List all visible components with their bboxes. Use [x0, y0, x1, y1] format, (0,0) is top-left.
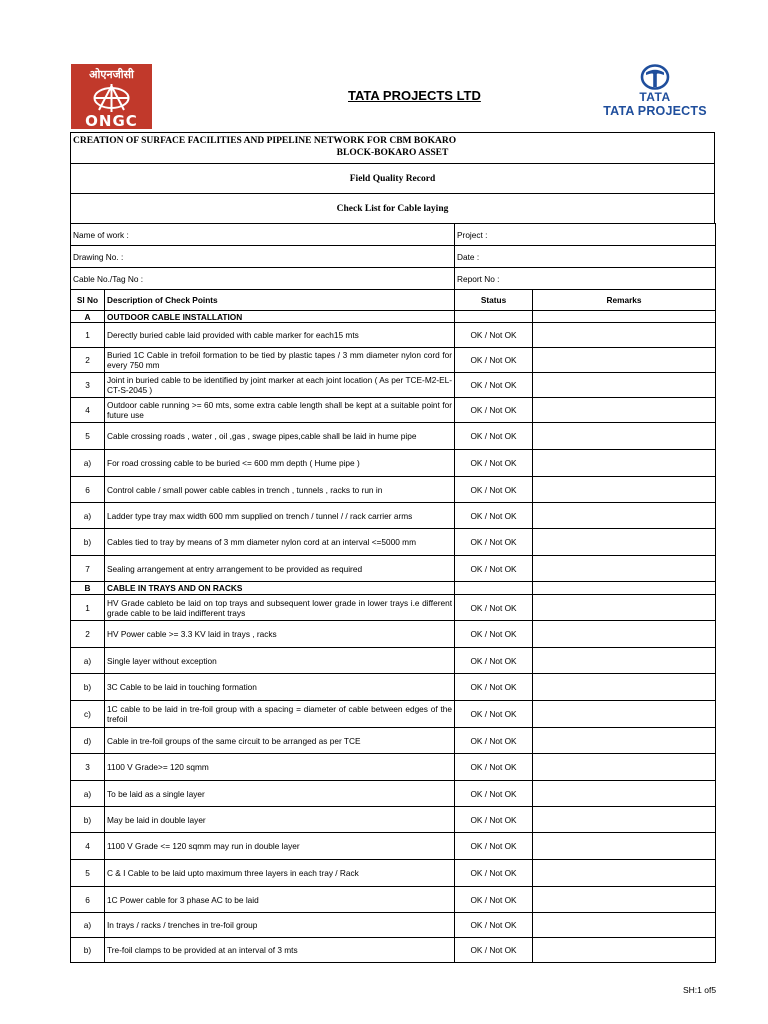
- tata-emblem-icon: [640, 64, 670, 90]
- checklist-row: [71, 807, 716, 833]
- row-sl-no: 5: [71, 860, 105, 887]
- checklist-title: Check List for Cable laying: [70, 193, 715, 223]
- row-description: 1C Power cable for 3 phase AC to be laid: [105, 887, 455, 913]
- row-status[interactable]: OK / Not OK: [455, 701, 533, 728]
- row-remarks[interactable]: [533, 450, 716, 477]
- row-status[interactable]: OK / Not OK: [455, 423, 533, 450]
- ongc-logo-graphic: [71, 64, 152, 129]
- info-row-drawing-no: [71, 246, 716, 268]
- row-status[interactable]: OK / Not OK: [455, 913, 533, 938]
- row-status[interactable]: [455, 311, 533, 323]
- checklist-row: [71, 674, 716, 701]
- row-description: Control cable / small power cable cables in trench , tunnels , racks to run in: [105, 477, 455, 503]
- row-status[interactable]: OK / Not OK: [455, 807, 533, 833]
- row-sl-no: 7: [71, 556, 105, 582]
- checklist-row: [71, 503, 716, 529]
- row-description: Buried 1C Cable in trefoil formation to be tied by plastic tapes / 3 mm diameter nylon cord for every 750 mm: [105, 348, 455, 373]
- checklist-table: [70, 223, 716, 963]
- row-sl-no: a): [71, 781, 105, 807]
- row-remarks[interactable]: [533, 373, 716, 398]
- table-header-row: [71, 290, 716, 311]
- row-remarks[interactable]: [533, 913, 716, 938]
- cable-no-field[interactable]: Cable No./Tag No :: [71, 268, 455, 290]
- row-sl-no: 6: [71, 477, 105, 503]
- row-description: Ladder type tray max width 600 mm supplied on trench / tunnel / / rack carrier arms: [105, 503, 455, 529]
- row-description: Cables tied to tray by means of 3 mm diameter nylon cord at an interval <=5000 mm: [105, 529, 455, 556]
- row-sl-no: 4: [71, 833, 105, 860]
- checklist-row: [71, 323, 716, 348]
- row-remarks[interactable]: [533, 674, 716, 701]
- row-description: 1100 V Grade>= 120 sqmm: [105, 754, 455, 781]
- row-sl-no: a): [71, 648, 105, 674]
- checklist-row: [71, 556, 716, 582]
- row-remarks[interactable]: [533, 477, 716, 503]
- row-description: Sealing arrangement at entry arrangement to be provided as required: [105, 556, 455, 582]
- checklist-row: [71, 728, 716, 754]
- checklist-row: [71, 754, 716, 781]
- checklist-row: [71, 621, 716, 648]
- row-description: Single layer without exception: [105, 648, 455, 674]
- row-status[interactable]: OK / Not OK: [455, 398, 533, 423]
- row-sl-no: b): [71, 529, 105, 556]
- row-remarks[interactable]: [533, 781, 716, 807]
- row-status[interactable]: OK / Not OK: [455, 648, 533, 674]
- checklist-row: [71, 477, 716, 503]
- row-sl-no: B: [71, 582, 105, 595]
- row-status[interactable]: OK / Not OK: [455, 477, 533, 503]
- row-status[interactable]: OK / Not OK: [455, 373, 533, 398]
- ongc-hindi-text: ओएनजीसी: [89, 68, 134, 81]
- sheet-number: SH:1 of5: [683, 985, 717, 995]
- row-status[interactable]: [455, 582, 533, 595]
- row-sl-no: 4: [71, 398, 105, 423]
- tata-logo: [603, 64, 707, 132]
- row-status[interactable]: OK / Not OK: [455, 450, 533, 477]
- header-description: Description of Check Points: [105, 290, 455, 311]
- report-no-field[interactable]: Report No :: [455, 268, 716, 290]
- row-description: HV Grade cableto be laid on top trays and subsequent lower grade in lower trays i.e different grade cable to be laid indifferent trays: [105, 595, 455, 621]
- row-description: 1C cable to be laid in tre-foil group with a spacing = diameter of cable between edges of the trefoil: [105, 701, 455, 728]
- row-remarks[interactable]: [533, 348, 716, 373]
- checklist-row: [71, 913, 716, 938]
- row-remarks[interactable]: [533, 595, 716, 621]
- row-status[interactable]: OK / Not OK: [455, 674, 533, 701]
- row-description: HV Power cable >= 3.3 KV laid in trays , racks: [105, 621, 455, 648]
- row-remarks[interactable]: [533, 938, 716, 963]
- row-sl-no: 2: [71, 348, 105, 373]
- project-title-line2: BLOCK-BOKARO ASSET: [336, 148, 449, 158]
- checklist-row: [71, 938, 716, 963]
- row-status[interactable]: OK / Not OK: [455, 728, 533, 754]
- record-title: Field Quality Record: [70, 163, 715, 193]
- drawing-no-field[interactable]: Drawing No. :: [71, 246, 455, 268]
- row-remarks[interactable]: [533, 529, 716, 556]
- row-status[interactable]: OK / Not OK: [455, 754, 533, 781]
- row-sl-no: 6: [71, 887, 105, 913]
- project-title-box: [70, 132, 715, 163]
- project-title-line1: CREATION OF SURFACE FACILITIES AND PIPELINE NETWORK FOR CBM BOKARO: [73, 136, 457, 146]
- row-remarks[interactable]: [533, 621, 716, 648]
- row-status[interactable]: OK / Not OK: [455, 860, 533, 887]
- checklist-row: [71, 373, 716, 398]
- date-field[interactable]: Date :: [455, 246, 716, 268]
- row-description: 3C Cable to be laid in touching formation: [105, 674, 455, 701]
- row-description: In trays / racks / trenches in tre-foil group: [105, 913, 455, 938]
- row-remarks[interactable]: [533, 648, 716, 674]
- section-row: [71, 311, 716, 323]
- section-row: [71, 582, 716, 595]
- row-sl-no: a): [71, 450, 105, 477]
- ongc-logo-text: ONGC: [85, 112, 138, 129]
- company-title: TATA PROJECTS LTD: [348, 88, 481, 103]
- row-remarks[interactable]: [533, 556, 716, 582]
- row-remarks[interactable]: [533, 728, 716, 754]
- info-row-cable-no: [71, 268, 716, 290]
- name-of-work-field[interactable]: Name of work :: [71, 224, 455, 246]
- checklist-row: [71, 781, 716, 807]
- row-remarks[interactable]: [533, 398, 716, 423]
- row-description: CABLE IN TRAYS AND ON RACKS: [105, 582, 455, 595]
- row-status[interactable]: OK / Not OK: [455, 529, 533, 556]
- row-remarks[interactable]: [533, 833, 716, 860]
- row-remarks[interactable]: [533, 323, 716, 348]
- row-remarks[interactable]: [533, 503, 716, 529]
- ongc-logo: [71, 64, 152, 129]
- row-status[interactable]: OK / Not OK: [455, 781, 533, 807]
- row-description: Joint in buried cable to be identified by joint marker at each joint location ( As per TCE-M2-EL-CT-S-2045 ): [105, 373, 455, 398]
- row-remarks[interactable]: [533, 582, 716, 595]
- row-description: To be laid as a single layer: [105, 781, 455, 807]
- tata-projects-wordmark: TATA PROJECTS: [603, 104, 707, 118]
- row-remarks[interactable]: [533, 754, 716, 781]
- checklist-row: [71, 348, 716, 373]
- row-sl-no: 1: [71, 595, 105, 621]
- row-status[interactable]: OK / Not OK: [455, 595, 533, 621]
- row-sl-no: b): [71, 807, 105, 833]
- checklist-row: [71, 701, 716, 728]
- tata-logo-word: TATA: [639, 90, 671, 104]
- row-status[interactable]: OK / Not OK: [455, 833, 533, 860]
- header-sl-no: Sl No: [71, 290, 105, 311]
- row-sl-no: c): [71, 701, 105, 728]
- checklist-row: [71, 529, 716, 556]
- checklist-row: [71, 398, 716, 423]
- row-sl-no: a): [71, 913, 105, 938]
- checklist-row: [71, 423, 716, 450]
- row-sl-no: a): [71, 503, 105, 529]
- project-field[interactable]: Project :: [455, 224, 716, 246]
- row-status[interactable]: OK / Not OK: [455, 887, 533, 913]
- row-status[interactable]: OK / Not OK: [455, 621, 533, 648]
- checklist-row: [71, 595, 716, 621]
- checklist-row: [71, 450, 716, 477]
- row-description: C & I Cable to be laid upto maximum three layers in each tray / Rack: [105, 860, 455, 887]
- row-remarks[interactable]: [533, 860, 716, 887]
- row-description: Outdoor cable running >= 60 mts, some extra cable length shall be kept at a suitable point for future use: [105, 398, 455, 423]
- row-description: 1100 V Grade <= 120 sqmm may run in double layer: [105, 833, 455, 860]
- row-description: For road crossing cable to be buried <= 600 mm depth ( Hume pipe ): [105, 450, 455, 477]
- row-remarks[interactable]: [533, 311, 716, 323]
- row-sl-no: d): [71, 728, 105, 754]
- checklist-row: [71, 833, 716, 860]
- row-remarks[interactable]: [533, 423, 716, 450]
- row-description: OUTDOOR CABLE INSTALLATION: [105, 311, 455, 323]
- row-description: Cable crossing roads , water , oil ,gas , swage pipes,cable shall be laid in hume pipe: [105, 423, 455, 450]
- row-sl-no: b): [71, 938, 105, 963]
- row-sl-no: 3: [71, 754, 105, 781]
- row-sl-no: 2: [71, 621, 105, 648]
- row-status[interactable]: OK / Not OK: [455, 503, 533, 529]
- row-sl-no: b): [71, 674, 105, 701]
- row-description: Cable in tre-foil groups of the same circuit to be arranged as per TCE: [105, 728, 455, 754]
- row-remarks[interactable]: [533, 701, 716, 728]
- header-status: Status: [455, 290, 533, 311]
- row-sl-no: A: [71, 311, 105, 323]
- row-description: Tre-foil clamps to be provided at an interval of 3 mts: [105, 938, 455, 963]
- info-row-name-of-work: [71, 224, 716, 246]
- row-description: Derectly buried cable laid provided with cable marker for each15 mts: [105, 323, 455, 348]
- row-sl-no: 3: [71, 373, 105, 398]
- checklist-row: [71, 887, 716, 913]
- checklist-row: [71, 860, 716, 887]
- header-remarks: Remarks: [533, 290, 716, 311]
- row-status[interactable]: OK / Not OK: [455, 348, 533, 373]
- row-remarks[interactable]: [533, 887, 716, 913]
- row-remarks[interactable]: [533, 807, 716, 833]
- row-status[interactable]: OK / Not OK: [455, 556, 533, 582]
- row-status[interactable]: OK / Not OK: [455, 938, 533, 963]
- row-sl-no: 5: [71, 423, 105, 450]
- row-description: May be laid in double layer: [105, 807, 455, 833]
- checklist-row: [71, 648, 716, 674]
- row-sl-no: 1: [71, 323, 105, 348]
- row-status[interactable]: OK / Not OK: [455, 323, 533, 348]
